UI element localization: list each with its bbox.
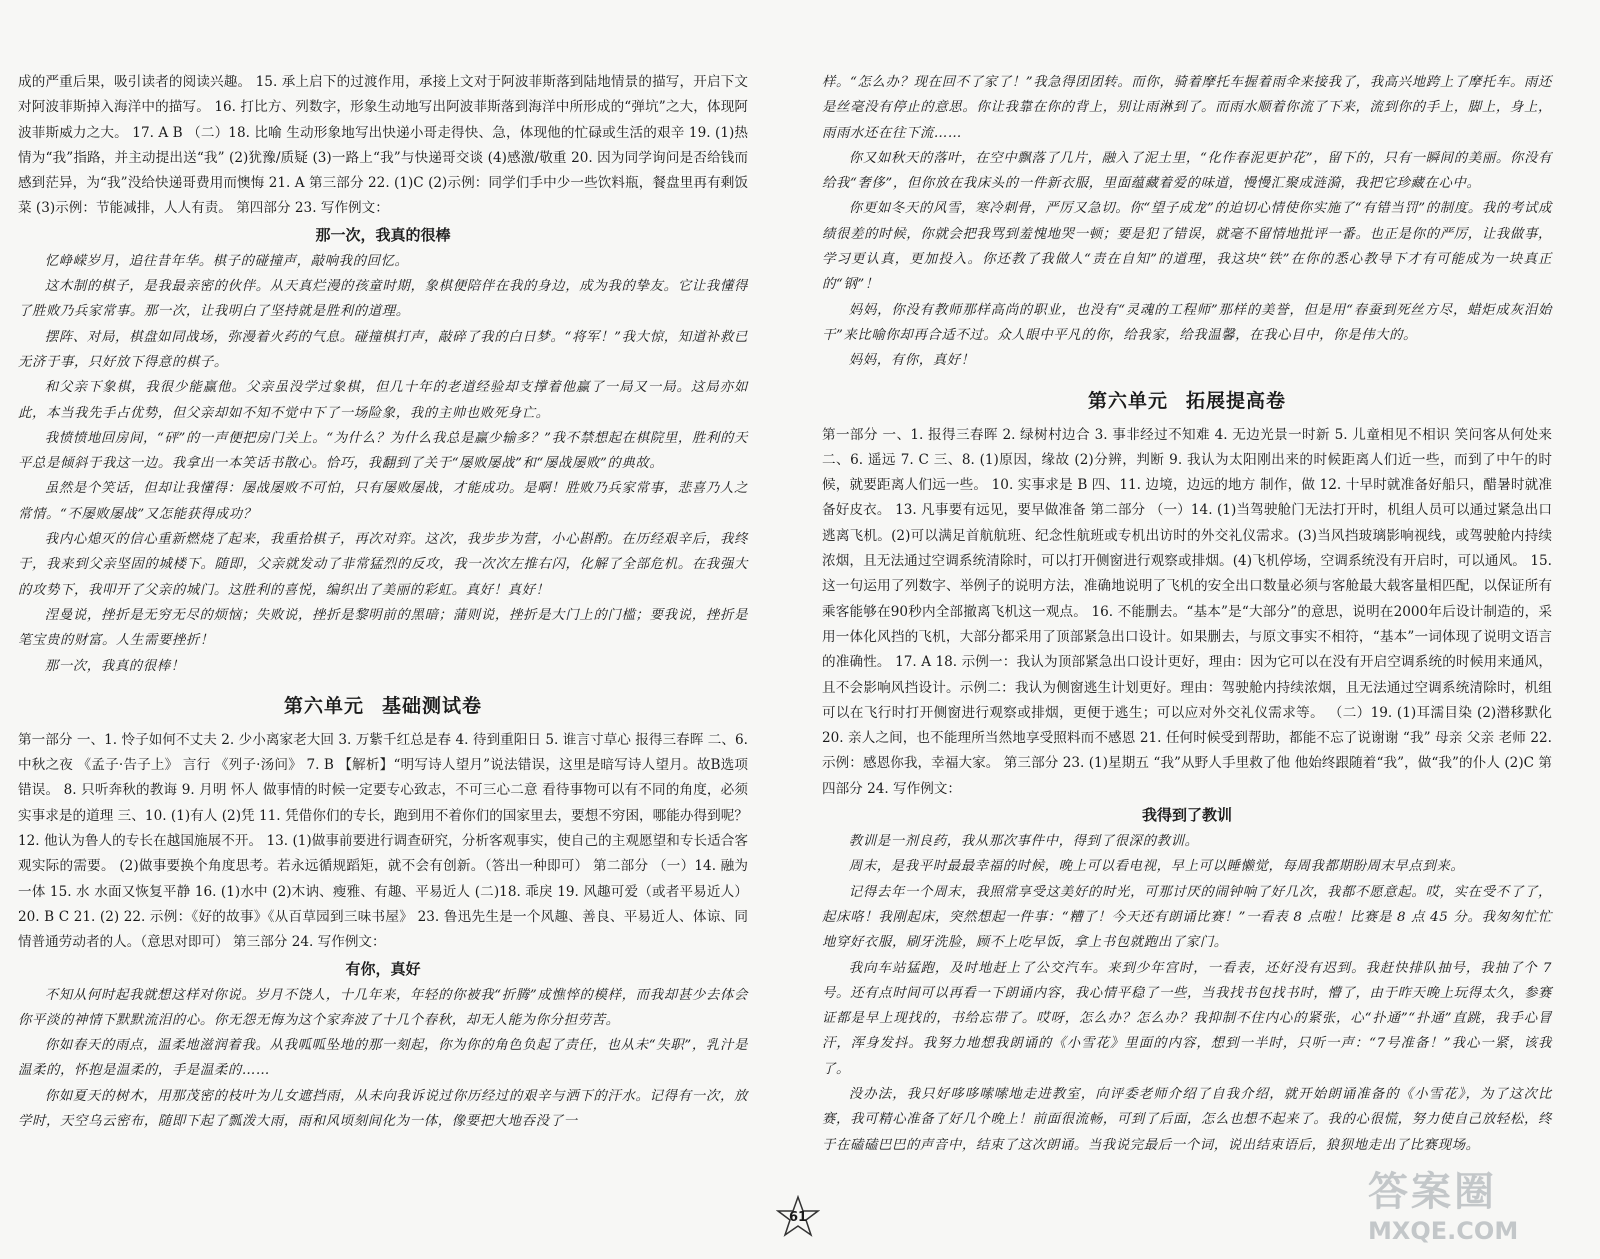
essay-paragraph: 妈妈，你没有教师那样高尚的职业，也没有“灵魂的工程师”那样的美誉，但是用“春蚕到死丝方尽，蜡炬成灰泪始干”来比喻你却再合适不过。众人眼中平凡的你，给我家，给我温馨，在我心目中，你是伟大的。 bbox=[822, 302, 1552, 343]
essay-paragraph: 记得去年一个周末，我照常享受这美好的时光，可那讨厌的闹钟响了好几次，我都不愿意起。哎，实在受不了了，起床咯！我刚起床，突然想起一件事：“糟了！今天还有朗诵比赛！”一看表 8 点啦！比赛是 8 点 45 分。我匆匆忙忙地穿好衣服，刷牙洗脸，顾不上吃早饭，拿上书包就跑出了家门。 bbox=[822, 884, 1552, 951]
essay-paragraph: 我内心熄灭的信心重新燃烧了起来，我重拾棋子，再次对弈。这次，我步步为营，小心斟酌。在历经艰辛后，我终于，我来到父亲坚固的城楼下。随即，父亲就发动了非常猛烈的反攻，我一次次左推右闪，化解了全部危机。在我强大的攻势下，我叩开了父亲的城门。这胜利的喜悦，编织出了美丽的彩虹。真好！真好！ bbox=[18, 532, 748, 598]
watermark bbox=[1368, 1160, 1588, 1245]
essay-title: 我得到了教训 bbox=[1141, 806, 1232, 825]
section-title bbox=[18, 691, 748, 718]
essay-paragraph: 摆阵、对局，棋盘如同战场，弥漫着火药的气息。碰撞棋打声，敲碎了我的白日梦。“将军！”我大惊，知道补救已无济于事，只好放下得意的棋子。 bbox=[18, 329, 748, 370]
watermark-logo: 答案圈 bbox=[1368, 1169, 1497, 1215]
essay-paragraph: 那一次，我真的很棒！ bbox=[44, 658, 185, 674]
essay-paragraph: 涅曼说，挫折是无穷无尽的烦恼；失败说，挫折是黎明前的黑暗；蒲则说，挫折是大门上的门槛；要我说，挫折是笔宝贵的财富。人生需要挫折！ bbox=[18, 607, 748, 649]
section-name: 拓展提高卷 bbox=[1186, 389, 1287, 412]
essay-paragraph: 样。“怎么办？现在回不了家了！”我急得团团转。而你，骑着摩托车握着雨伞来接我了，我高兴地跨上了摩托车。雨还是丝毫没有停止的意思。你让我靠在你的背上，别让雨淋到了。而雨水顺着你流了下来，流到你的手上，脚上，身上，雨雨水还在往下流…… bbox=[822, 75, 1552, 141]
essay-paragraph: 你如春天的雨点，温柔地滋润着我。从我呱呱坠地的那一刻起，你为你的角色负起了责任，也从未“失职”，乳汁是温柔的，怀抱是温柔的，手是温柔的…… bbox=[18, 1038, 748, 1079]
essay-paragraph: 我向车站猛跑，及时地赶上了公交汽车。来到少年宫时，一看表，还好没有迟到。我赶快排队抽号，我抽了个 7 号。还有点时间可以再看一下朗诵内容，我心情平稳了一些，当我找书包找书时，懵了，由于昨天晚上玩得太久，参赛证都是早上现找的，书给忘带了。哎呀，怎么办？怎么办？我抑制不住内心的紧张，心“扑通”“扑通”直跳，我手心冒汗，浑身发抖。我努力地想我朗诵的《小雪花》里面的内容，想到一半时，只听一声：“7号准备！”我心一紧，该我了。 bbox=[822, 960, 1552, 1077]
essay-paragraph: 这木制的棋子，是我最亲密的伙伴。从天真烂漫的孩童时期，象棋便陪伴在我的身边，成为我的挚友。它让我懂得了胜败乃兵家常事。那一次，让我明白了坚持就是胜利的道理。 bbox=[18, 279, 748, 320]
essay-paragraph: 妈妈，有你，真好！ bbox=[848, 353, 975, 369]
right-page bbox=[822, 70, 1552, 1158]
watermark-url: MXQE.COM bbox=[1368, 1217, 1519, 1245]
answer-block: 第一部分 一、1. 怜子如何不丈夫 2. 少小离家老大回 3. 万紫千红总是春 4. 待到重阳日 5. 谁言寸草心 报得三春晖 二、6. 中秋之夜 《孟子·告子上》 言行 《列子·汤问》 7. B 【解析】“明写诗人望月”说法错误，这里是暗写诗人望月。故B选项错误。 8. 只听奔秋的教诲 9. 月明 怀人 做事情的时候一定要专心致志，不可三心二意 看待事物可以有不同的角度，必须实事求是的道理 三、10. (1)有人 (2)凭 11. 凭借你们的专长，跑到用不着你们的国家里去，要想不穷困，哪能办得到呢？ 12. 他认为鲁人的专长在越国施展不开。 13. (1)做事前要进行调查研究，分析客观事实，使自己的主观愿望和专长适合客观实际的需要。 (2)做事要换个角度思考。若永远循规蹈矩，就不会有创新。（答出一种即可） 第二部分 （一）14. 融为一体 15. 水 水面又恢复平静 16. (1)水中 (2)木讷、瘦雅、有趣、平易近人 (二)18. 乖戾 19. 风趣可爱（或者平易近人） 20. B C 21. (2) 22. 示例：《好的故事》《从百草园到三味书屋》 23. 鲁迅先生是一个风趣、善良、平易近人、体谅、同情普通劳动者的人。（意思对即可） 第三部分 24. 写作例文： bbox=[18, 731, 748, 951]
answer-intro: 成的严重后果，吸引读者的阅读兴趣。 15. 承上启下的过渡作用，承接上文对于阿波菲斯落到陆地情景的描写，开启下文对阿波菲斯掉入海洋中的描写。 16. 打比方、列数字，形象生动地写出阿波菲斯落到海洋中所形成的“弹坑”之大，体现阿波菲斯威力之大。 17. A B （二）18. 比喻 生动形象地写出快递小哥走得快、急，体现他的忙碌或生活的艰辛 19. (1)热情为“我”指路，并主动提出送“我” (2)犹豫/质疑 (3)一路上“我”与快递哥交谈 (4)感激/敬重 20. 因为同学询问是否给钱而感到茫异，为“我”没给快递哥费用而懊悔 21. A 第三部分 22. (1)C (2)示例：同学们手中少一些饮料瓶，餐盘里再有剩饭菜 (3)示例：节能减排，人人有责。 第四部分 23. 写作例文： bbox=[18, 74, 748, 217]
essay-paragraph: 教训是一剂良药，我从那次事件中，得到了很深的教训。 bbox=[848, 834, 1199, 850]
section-title bbox=[822, 386, 1552, 413]
section-unit: 第六单元 bbox=[283, 694, 364, 717]
section-name: 基础测试卷 bbox=[382, 694, 483, 717]
essay-paragraph: 不知从何时起我就想这样对你说。岁月不饶人，十几年来，年轻的你被我“折腾”成憔悴的模样，而我却甚少去体会你平淡的神情下默默流泪的心。你无怨无悔为这个家奔波了十几个春秋，却无人能为你分担劳苦。 bbox=[18, 987, 748, 1028]
essay-paragraph: 你又如秋天的落叶，在空中飘落了几片，融入了泥土里，“化作春泥更护花”，留下的，只有一瞬间的美丽。你没有给我“奢侈”，但你放在我床头的一件新衣服，里面蕴藏着爱的味道，慢慢汇聚成涟漪，我把它珍藏在心中。 bbox=[822, 150, 1552, 192]
page-number-text: 61 bbox=[788, 1209, 808, 1225]
left-page bbox=[18, 70, 748, 1134]
essay-paragraph: 我愤愤地回房间，“砰”的一声便把房门关上。“为什么？为什么我总是赢少输多？”我不禁想起在棋院里，胜利的天平总是倾斜于我这一边。我拿出一本笑话书散心。恰巧，我翻到了关于“屡败屡战”和“屡战屡败”的典故。 bbox=[18, 430, 748, 472]
essay-paragraph: 你如夏天的树木，用那茂密的枝叶为儿女遮挡雨，从未向我诉说过你历经过的艰辛与洒下的汗水。记得有一次，放学时，天空乌云密布，随即下起了瓢泼大雨，雨和风顷刻间化为一体，像要把大地吞没了一 bbox=[18, 1088, 748, 1129]
essay-title: 那一次，我真的很棒 bbox=[315, 225, 451, 244]
essay-title: 有你，真好 bbox=[345, 959, 421, 978]
section-unit: 第六单元 bbox=[1087, 389, 1168, 412]
page-number bbox=[776, 1195, 820, 1239]
answer-block: 第一部分 一、1. 报得三春晖 2. 绿树村边合 3. 事非经过不知难 4. 无边光景一时新 5. 儿童相见不相识 笑问客从何处来 二、6. 遥远 7. C 三、8. (1)原因，缘故 (2)分辨，判断 9. 我认为太阳刚出来的时候距离人们近一些，而到了中午的时候，就要距离人们远一些。 10. 实事求是 B 四、11. 边境，边远的地方 制作，做 12. 十早时就准备好船只，醋暑时就准备好皮衣。 13. 凡事要有远见，要早做准备 第二部分 （一）14. (1)当驾驶舱门无法打开时，机组人员可以通过紧急出口逃离飞机。(2)可以满足首航航班、纪念性航班或专机出访时的外交礼仪需求。(3)当风挡玻璃影响视线，或驾驶舱内持续浓烟，且无法通过空调系统清除时，可以打开侧窗进行观察或排烟。(4)飞机停场，空调系统没有开启时，可以通风。 15. 这一句运用了列数字、举例子的说明方法，准确地说明了飞机的安全出口数量必须与客舱最大载客量相匹配，以保证所有乘客能够在90秒内全部撤离飞机这一观点。 16. 不能删去。“基本”是“大部分”的意思，说明在2000年后设计制造的，采用一体化风挡的飞机，大部分都采用了顶部紧急出口设计。如果删去，与原文事实不相符，“基本”一词体现了说明文语言的准确性。 17. A 18. 示例一：我认为顶部紧急出口设计更好，理由：因为它可以在没有开启空调系统的时候用来通风，且不会影响风挡设计。示例二：我认为侧窗逃生计划更好。理由：驾驶舱内持续浓烟，且无法通过空调系统清除时，机组可以在飞行时打开侧窗进行观察或排烟，更便于逃生；可以应对外交礼仪需求等。 （二）19. (1)耳濡目染 (2)潜移默化 20. 亲人之间，也不能理所当然地享受照料而不感恩 21. 任何时候受到帮助，都能不忘了说谢谢 “我” 母亲 父亲 老师 22. 示例：感恩你我，幸福大家。 第三部分 23. (1)星期五 “我”从野人手里救了他 他始终跟随着“我”，做“我”的仆人 (2)C 第四部分 24. 写作例文： bbox=[822, 426, 1552, 797]
essay-paragraph: 周末，是我平时最最幸福的时候，晚上可以看电视，早上可以睡懒觉，每周我都期盼周末早点到来。 bbox=[848, 859, 1465, 875]
essay-paragraph: 忆峥嵘岁月，追往昔年华。棋子的碰撞声，敲响我的回忆。 bbox=[44, 253, 409, 269]
essay-paragraph: 你更如冬天的风雪，寒冷刺骨，严厉又急切。你“望子成龙”的迫切心情使你实施了“有错当罚”的制度。我的考试成绩很差的时候，你就会把我骂到羞愧地哭一顿；要是犯了错误，就毫不留情地批评一番。也正是你的严厉，让我做事，学习更认真，更加投入。你还教了我做人“责在自知”的道理，我这块“铁”在你的悉心教导下才有可能成为一块真正的“钢”！ bbox=[822, 201, 1552, 293]
essay-paragraph: 没办法，我只好哆哆嗦嗦地走进教室，向评委老师介绍了自我介绍，就开始朗诵准备的《小雪花》，为了这次比赛，我可精心准备了好几个晚上！前面很流畅，可到了后面，怎么也想不起来了。我的心很慌，努力使自己放轻松，终于在磕磕巴巴的声音中，结束了这次朗诵。当我说完最后一个词，说出结束语后，狼狈地走出了比赛现场。 bbox=[822, 1086, 1552, 1153]
essay-paragraph: 和父亲下象棋，我很少能赢他。父亲虽没学过象棋，但几十年的老道经验却支撑着他赢了一局又一局。这局亦如此，本当我先手占优势，但父亲却如不知不觉中下了一场险象，我的主帅也败死身亡。 bbox=[18, 380, 748, 421]
essay-paragraph: 虽然是个笑话，但却让我懂得：屡战屡败不可怕，只有屡败屡战，才能成功。是啊！胜败乃兵家常事，悲喜乃人之常情。“不屡败屡战”又怎能获得成功？ bbox=[18, 481, 748, 522]
